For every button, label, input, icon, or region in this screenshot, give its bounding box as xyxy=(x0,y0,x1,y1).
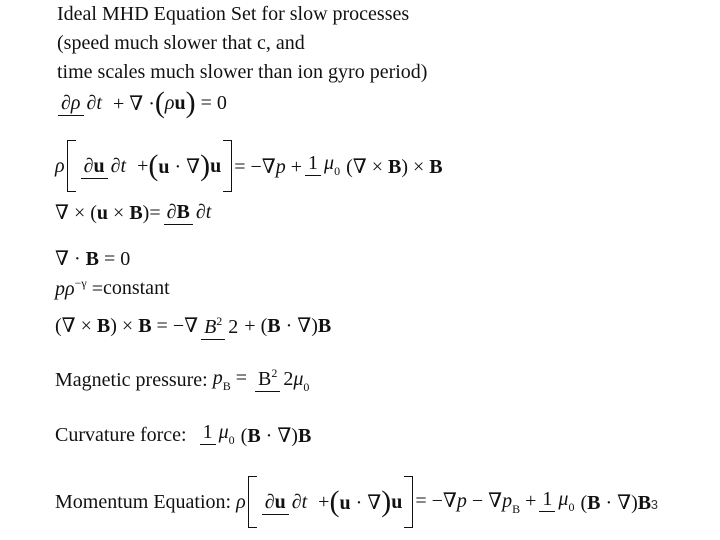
title-line-2: (speed much slower that c, and xyxy=(57,32,305,54)
momentum-equation-row: Momentum Equation: ρ ∂u ∂t + ( u · ∇ ) u = −∇p − ∇pB + 1 μ0 (B · ∇)B xyxy=(55,476,651,528)
constant-word: constant xyxy=(102,277,170,299)
magnetic-pressure-label: Magnetic pressure: xyxy=(55,368,208,391)
curvature-force-row: Curvature force: 1 μ0 (B · ∇)B xyxy=(55,421,312,447)
curvature-force-label: Curvature force: xyxy=(55,424,187,446)
momentum-lorentz-equation: ρ ∂u ∂t + ( u · ∇ ) u = −∇p + 1 μ0 (∇ × B) × B xyxy=(55,140,443,192)
continuity-equation: ∂ρ ∂t + ∇ · ( ρu ) = 0 xyxy=(55,88,227,118)
divergence-equation: ∇ · B = 0 xyxy=(55,248,131,270)
induction-equation: ∇ × (u × B)= ∂B ∂t xyxy=(55,201,212,224)
page-number: 3 xyxy=(650,497,658,512)
title-line-3: time scales much slower than ion gyro period) xyxy=(57,61,428,83)
momentum-equation-label: Momentum Equation: xyxy=(55,490,232,513)
vector-identity: (∇ × B) × B = −∇ B2 2 + (B · ∇)B xyxy=(55,310,331,340)
magnetic-pressure-row: Magnetic pressure: pB = B2 2μ0 xyxy=(55,362,315,398)
adiabatic-equation: pρ−γ = constant xyxy=(55,276,170,300)
title-line-1: Ideal MHD Equation Set for slow processes xyxy=(57,3,410,25)
